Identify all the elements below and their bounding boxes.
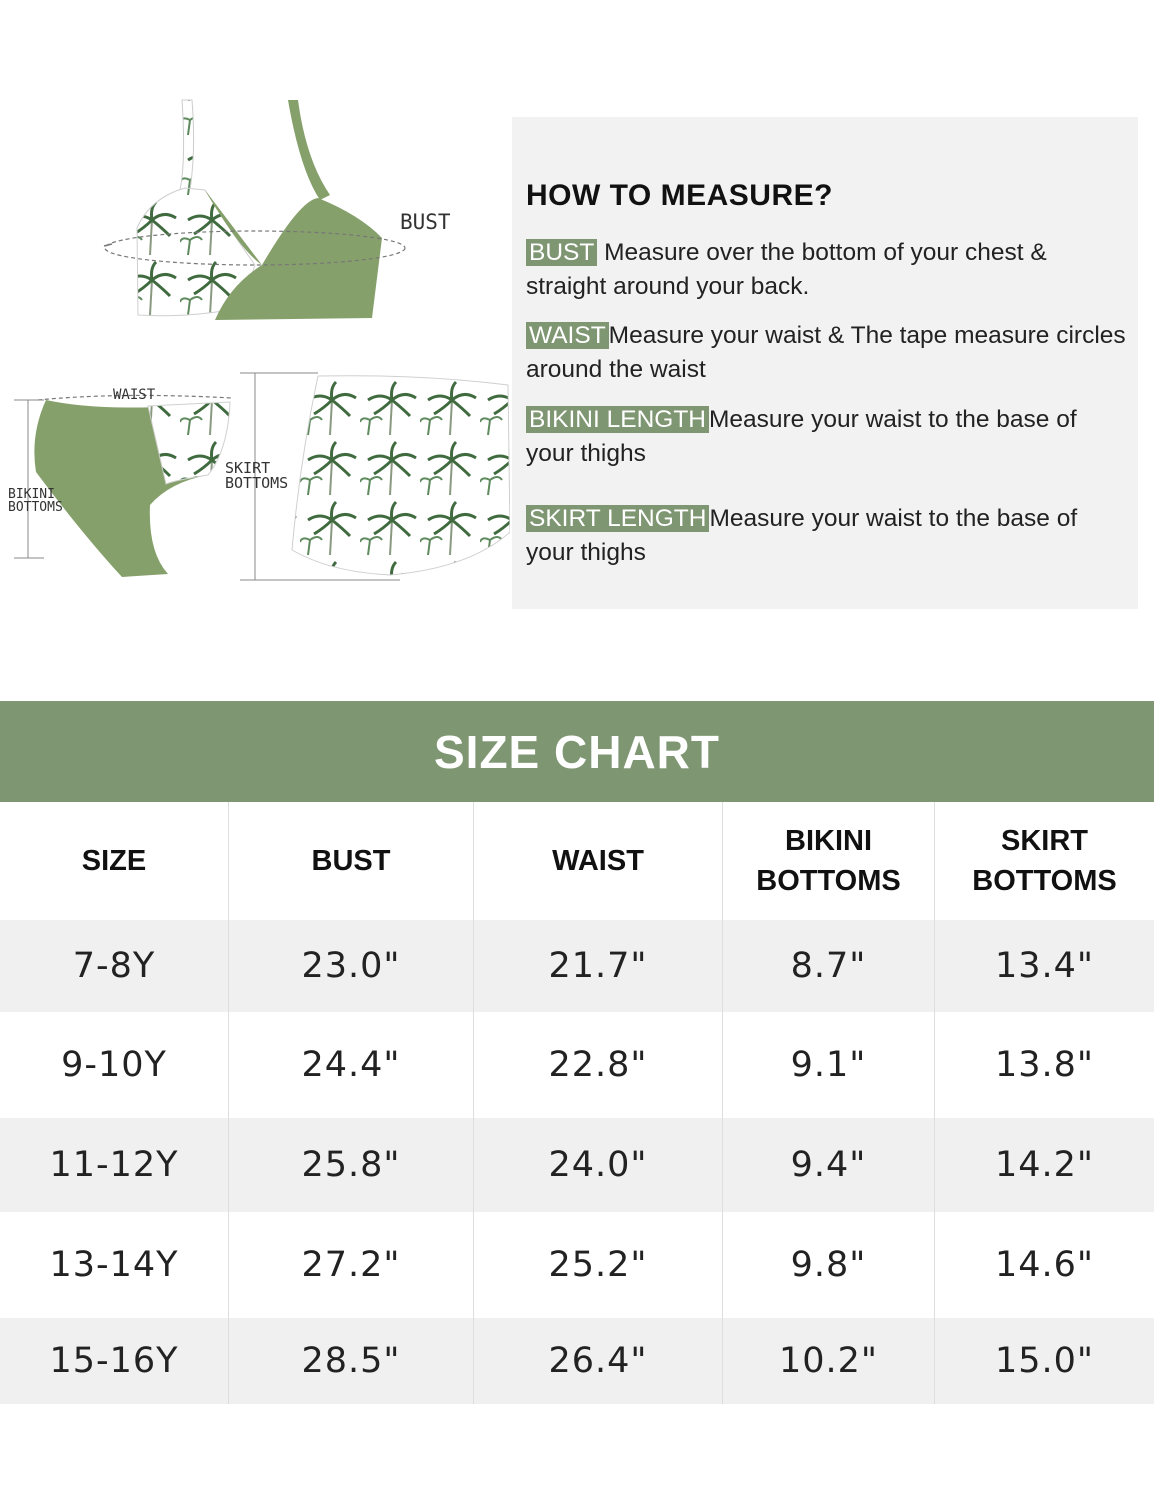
table-row: [0, 1318, 1154, 1404]
measure-tag: BIKINI LENGTH: [526, 406, 709, 433]
table-cell: 27.2": [229, 1212, 474, 1318]
header-cell: WAIST: [474, 802, 723, 920]
table-cell: 13-14Y: [0, 1212, 229, 1318]
bust-annotation: BUST: [400, 210, 451, 234]
table-row: [0, 1012, 1154, 1118]
table-cell: 14.6": [994, 1245, 1095, 1285]
table-cell: 9.4": [723, 1118, 935, 1212]
table-cell: 10.2": [723, 1318, 935, 1404]
measure-text: Measure your waist to the base of your thighs: [526, 406, 1077, 467]
measure-tag: SKIRT LENGTH: [526, 505, 709, 532]
measure-item-bust: [526, 236, 1126, 304]
measure-item-waist: [526, 319, 1126, 387]
table-cell: 26.4": [474, 1318, 723, 1404]
table-cell: 23.0": [229, 920, 474, 1012]
table-cell: 9.1": [723, 1012, 935, 1118]
bikini-top-icon: [104, 100, 405, 320]
table-cell: 25.2": [474, 1212, 723, 1318]
table-cell: 13.4": [994, 946, 1095, 986]
table-cell: 24.4": [229, 1012, 474, 1118]
table-cell: 15-16Y: [0, 1318, 229, 1404]
header-cell: BIKINI BOTTOMS: [723, 802, 935, 920]
size-chart-title: SIZE CHART: [434, 725, 720, 778]
table-cell: 22.8": [474, 1012, 723, 1118]
table-cell: 28.5": [229, 1318, 474, 1404]
table-cell: 25.8": [229, 1118, 474, 1212]
table-row: [0, 1118, 1154, 1212]
how-to-measure-panel: [512, 117, 1138, 609]
table-header-row: [0, 802, 1154, 920]
garment-illustration: [0, 80, 510, 600]
size-chart-table: [0, 802, 1154, 1404]
header-cell: SIZE: [0, 802, 229, 920]
header-cell: BUST: [229, 802, 474, 920]
measure-item-bikini-length: [526, 403, 1126, 471]
measure-tag: BUST: [526, 239, 597, 266]
measure-item-skirt-length: [526, 502, 1126, 570]
measure-text: Measure your waist to the base of your thighs: [526, 505, 1078, 566]
measure-text: Measure your waist & The tape measure circles around the waist: [526, 322, 1126, 383]
measure-tag: WAIST: [526, 322, 609, 349]
table-cell: 15.0": [994, 1341, 1095, 1381]
header-cell: SKIRT BOTTOMS: [972, 825, 1117, 897]
table-cell: 24.0": [474, 1118, 723, 1212]
table-cell: 11-12Y: [0, 1118, 229, 1212]
table-cell: 9.8": [723, 1212, 935, 1318]
table-row: [0, 1212, 1154, 1318]
table-cell: 21.7": [474, 920, 723, 1012]
table-row: [0, 920, 1154, 1012]
waist-annotation: WAIST: [113, 387, 156, 403]
swimsuit-drawing: [0, 80, 510, 600]
table-cell: 8.7": [723, 920, 935, 1012]
table-cell: 14.2": [994, 1145, 1095, 1185]
how-to-measure-title: HOW TO MEASURE?: [526, 179, 833, 212]
measure-text: Measure over the bottom of your chest & straight around your back.: [526, 239, 1047, 300]
skirt-bottoms-annotation: SKIRT BOTTOMS: [225, 459, 289, 492]
table-cell: 13.8": [994, 1045, 1095, 1085]
table-cell: 7-8Y: [0, 920, 229, 1012]
table-cell: 9-10Y: [0, 1012, 229, 1118]
bikini-bottoms-annotation: BIKINI BOTTOMS: [8, 487, 63, 515]
size-chart-header: [0, 701, 1154, 802]
